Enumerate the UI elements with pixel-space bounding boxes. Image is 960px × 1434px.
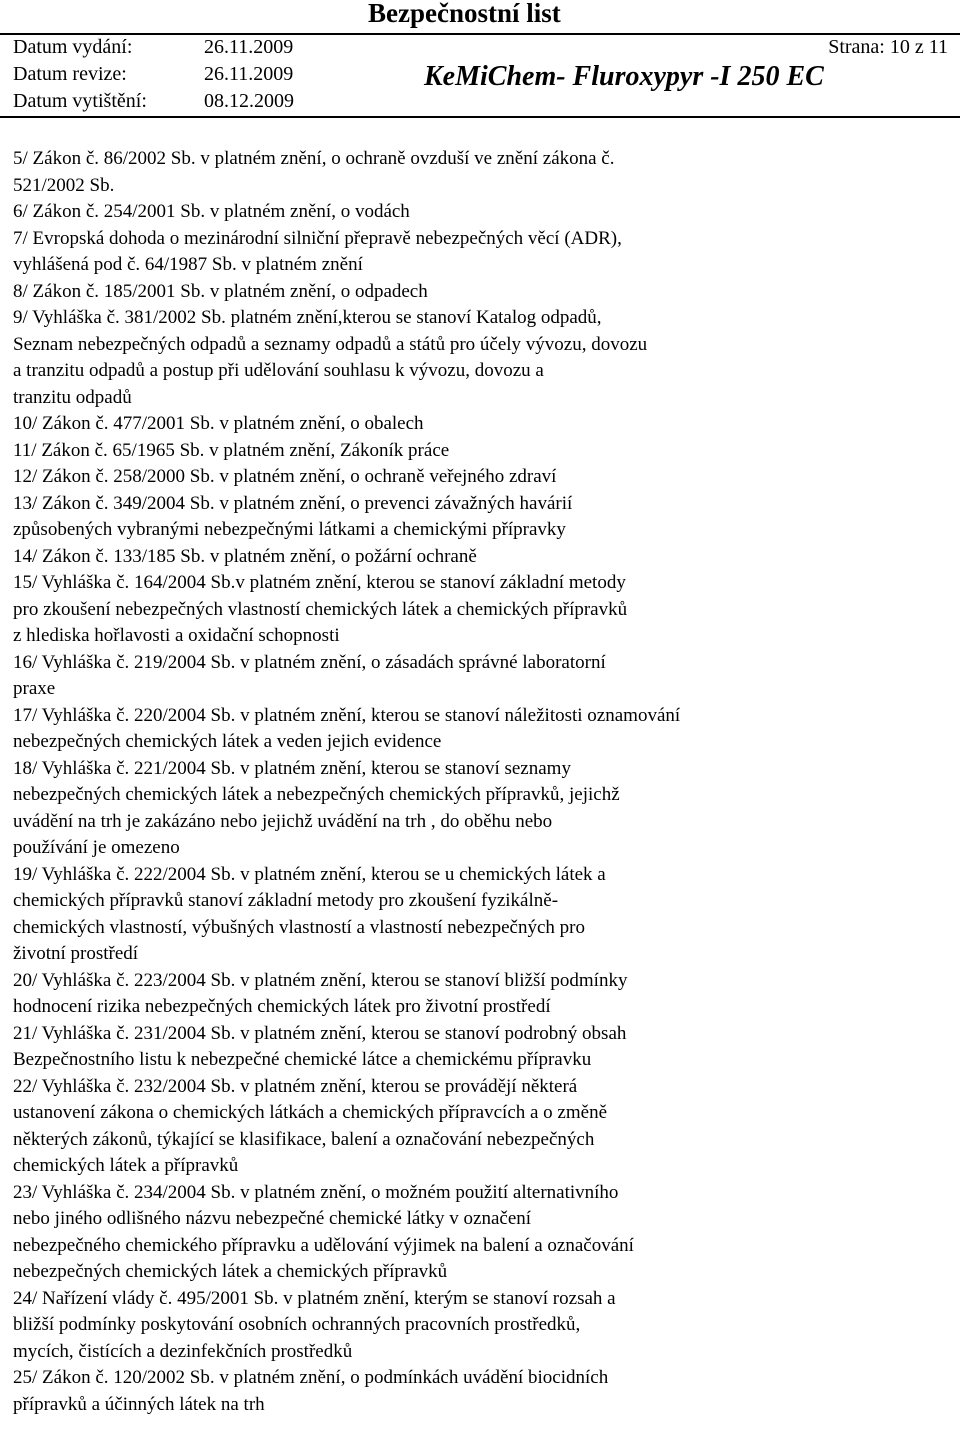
text-line: přípravků a účinných látek na trh xyxy=(13,1393,265,1415)
text-line: 19/ Vyhláška č. 222/2004 Sb. v platném znění, kterou se u chemických látek a xyxy=(13,863,606,885)
text-line: 15/ Vyhláška č. 164/2004 Sb.v platném znění, kterou se stanoví základní metody xyxy=(13,572,626,593)
print-date-value: 08.12.2009 xyxy=(204,90,294,112)
text-line: vyhlášená pod č. 64/1987 Sb. v platném znění xyxy=(13,254,363,275)
text-line: životní prostředí xyxy=(13,943,139,964)
revision-date-label: Datum revize: xyxy=(13,63,127,85)
text-line: 5/ Zákon č. 86/2002 Sb. v platném znění, o ochraně ovzduší ve znění zákona č. xyxy=(13,148,615,169)
text-line: ustanovení zákona o chemických látkách a chemických přípravcích a o změně xyxy=(13,1102,608,1123)
text-line: 10/ Zákon č. 477/2001 Sb. v platném znění, o obalech xyxy=(13,413,424,434)
text-line: 12/ Zákon č. 258/2000 Sb. v platném znění, o ochraně veřejného zdraví xyxy=(13,466,557,487)
revision-date-value: 26.11.2009 xyxy=(204,63,294,85)
header-divider-bottom xyxy=(0,116,960,118)
text-line: 7/ Evropská dohoda o mezinárodní silniční přepravě nebezpečných věcí (ADR), xyxy=(13,227,622,249)
text-line: chemických látek a přípravků xyxy=(13,1155,239,1176)
text-line: 20/ Vyhláška č. 223/2004 Sb. v platném znění, kterou se stanoví bližší podmínky xyxy=(13,969,628,991)
text-line: tranzitu odpadů xyxy=(13,386,132,408)
issue-date-value: 26.11.2009 xyxy=(204,36,294,58)
document-title: Bezpečnostní list xyxy=(368,0,561,28)
page-number: Strana: 10 z 11 xyxy=(828,36,948,58)
text-line: 16/ Vyhláška č. 219/2004 Sb. v platném znění, o zásadách správné laboratorní xyxy=(13,651,606,673)
text-line: 21/ Vyhláška č. 231/2004 Sb. v platném znění, kterou se stanoví podrobný obsah xyxy=(13,1022,627,1044)
text-line: 22/ Vyhláška č. 232/2004 Sb. v platném znění, kterou se provádějí některá xyxy=(13,1075,578,1097)
text-line: hodnocení rizika nebezpečných chemických látek pro životní prostředí xyxy=(13,996,551,1017)
text-line: 521/2002 Sb. xyxy=(13,174,115,196)
text-line: nebo jiného odlišného názvu nebezpečné chemické látky v označení xyxy=(13,1208,532,1229)
text-line: nebezpečného chemického přípravku a udělování výjimek na balení a označování xyxy=(13,1234,634,1256)
text-line: 25/ Zákon č. 120/2002 Sb. v platném znění, o podmínkách uvádění biocidních xyxy=(13,1367,609,1388)
text-line: 9/ Vyhláška č. 381/2002 Sb. platném znění,kterou se stanoví Katalog odpadů, xyxy=(13,307,602,328)
text-line: 23/ Vyhláška č. 234/2004 Sb. v platném znění, o možném použití alternativního xyxy=(13,1181,619,1203)
text-line: chemických přípravků stanoví základní metody pro zkoušení fyzikálně- xyxy=(13,890,559,911)
product-name: KeMiChem- Fluroxypyr -I 250 EC xyxy=(424,61,824,92)
text-line: používání je omezeno xyxy=(13,837,180,858)
text-line: a tranzitu odpadů a postup při udělování souhlasu k vývozu, dovozu a xyxy=(13,360,544,381)
legislation-list xyxy=(13,146,953,1418)
document-header xyxy=(0,0,960,118)
text-line: nebezpečných chemických látek a nebezpečných chemických přípravků, jejichž xyxy=(13,784,620,805)
text-line: některých zákonů, týkající se klasifikace, balení a označování nebezpečných xyxy=(13,1128,595,1150)
text-line: Bezpečnostního listu k nebezpečné chemické látce a chemickému přípravku xyxy=(13,1049,592,1070)
text-line: praxe xyxy=(13,678,56,699)
text-line: 18/ Vyhláška č. 221/2004 Sb. v platném znění, kterou se stanoví seznamy xyxy=(13,757,571,779)
text-line: 11/ Zákon č. 65/1965 Sb. v platném znění, Zákoník práce xyxy=(13,439,450,461)
text-line: chemických vlastností, výbušných vlastností a vlastností nebezpečných pro xyxy=(13,916,585,938)
header-divider-top xyxy=(0,33,960,35)
print-date-label: Datum vytištění: xyxy=(13,90,147,112)
text-line: uvádění na trh je zakázáno nebo jejichž uvádění na trh , do oběhu nebo xyxy=(13,810,553,832)
text-line: pro zkoušení nebezpečných vlastností chemických látek a chemických přípravků xyxy=(13,598,628,620)
text-line: nebezpečných chemických látek a veden jejich evidence xyxy=(13,731,442,752)
text-line: 13/ Zákon č. 349/2004 Sb. v platném znění, o prevenci závažných havárií xyxy=(13,492,573,514)
text-line: způsobených vybranými nebezpečnými látkami a chemickými přípravky xyxy=(13,519,566,540)
text-line: bližší podmínky poskytování osobních ochranných pracovních prostředků, xyxy=(13,1314,581,1335)
text-line: 8/ Zákon č. 185/2001 Sb. v platném znění, o odpadech xyxy=(13,280,428,302)
text-line: 6/ Zákon č. 254/2001 Sb. v platném znění, o vodách xyxy=(13,201,410,222)
text-line: z hlediska hořlavosti a oxidační schopnosti xyxy=(13,625,340,646)
text-line: 14/ Zákon č. 133/185 Sb. v platném znění, o požární ochraně xyxy=(13,545,477,567)
text-line: 24/ Nařízení vlády č. 495/2001 Sb. v platném znění, kterým se stanoví rozsah a xyxy=(13,1287,616,1309)
issue-date-label: Datum vydání: xyxy=(13,36,133,58)
text-line: Seznam nebezpečných odpadů a seznamy odpadů a států pro účely vývozu, dovozu xyxy=(13,333,648,355)
text-line: 17/ Vyhláška č. 220/2004 Sb. v platném znění, kterou se stanoví náležitosti oznamování xyxy=(13,704,681,726)
text-line: mycích, čistících a dezinfekčních prostředků xyxy=(13,1340,353,1362)
text-line: nebezpečných chemických látek a chemických přípravků xyxy=(13,1261,448,1282)
